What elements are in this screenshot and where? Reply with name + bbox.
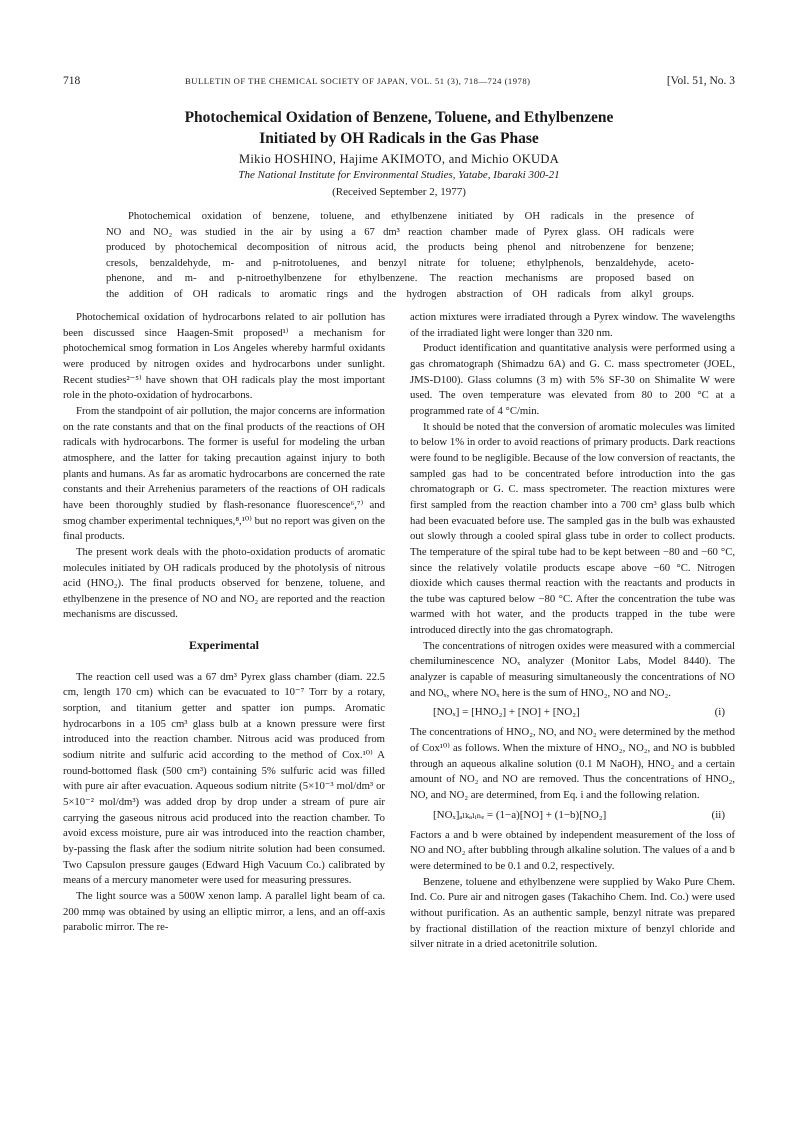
nox-measurement-paragraph: The concentrations of nitrogen oxides were measured with a commercial chemiluminescence NOₓ analyzer (Monitor Labs, Model 8440). The analyzer is capable of measuring simultaneously the concentrations of NO and NOₓ, where NOₓ here is the sum of HNO₂, NO and NO₂. xyxy=(410,639,735,699)
article-title xyxy=(63,107,735,149)
equation-i-number: (i) xyxy=(714,706,725,719)
author-list: Mikio HOSHINO, Hajime AKIMOTO, and Michio OKUDA xyxy=(238,152,560,166)
intro-paragraph-3: The present work deals with the photo-oxidation products of aromatic molecules initiated by OH radicals produced by the photolysis of nitrous acid (HNO₂). The final products observed for benzene, toluene, and ethylbenzene in the presence of NO and NO₂ are reported and the reaction mechanisms are discussed. xyxy=(63,545,385,621)
received-date: (Received September 2, 1977) xyxy=(332,186,466,198)
left-column xyxy=(63,310,385,936)
experimental-paragraph-2: The light source was a 500W xenon lamp. A parallel light beam of ca. 200 mmφ was obtained by using an elliptic mirror, a lens, and an off-axis parabolic mirror. The re- xyxy=(63,889,385,934)
equation-ii xyxy=(410,807,735,826)
experimental-paragraph-1: The reaction cell used was a 67 dm³ Pyrex glass chamber (diam. 22.5 cm, length 170 cm) which can be evacuated to 10⁻⁷ Torr by a rotary, sorption, and titanium getter and spatter ion pumps. Aromatic hydrocarbons in a 105 cm³ glass bulb at a known pressure were first introduced into the reaction chamber. Nitrous acid was produced from sodium nitrite and sulfuric acid according to the method of Cox.¹⁰⁾ A round-bottomed flask (500 cm³) containing 5% sulfuric acid was filled with pure air after evacuation. Aqueous sodium nitrite (5×10⁻³ mol/dm³ or 5×10⁻² mol/dm³) was added drop by drop under a stream of pure air carrying the gaseous nitrous acid produced into the reaction chamber. To avoid excess moisture, pure air was introduced into the reaction chamber, by-passing the flask after the sodium nitrite solution had been consumed. Two Capsulon pressure gauges (Edward High Vacuum Co.) calibrated by means of a mercury manometer were used for measuring pressures. xyxy=(63,670,385,887)
intro-paragraph-1: Photochemical oxidation of hydrocarbons related to air pollution has been discussed since Haagen-Smit proposed¹⁾ a mechanism for photochemical smog formation in Los Angeles whereby harmful oxidants were produced by nitrogen oxides and hydrocarbons under sunlight. Recent studies²⁻⁵⁾ have shown that OH radicals play the most important role in the photo-oxidation of hydrocarbons. xyxy=(63,311,385,402)
section-heading-experimental: Experimental xyxy=(189,638,259,653)
equation-ii-number: (ii) xyxy=(711,808,725,821)
abstract-line: NO and NO₂ was studied in the air by using a 67 dm³ reaction chamber made of Pyrex glass. OH radicals were xyxy=(106,226,694,238)
volume-label: [Vol. 51, No. 3 xyxy=(666,75,735,87)
product-identification-paragraph: Product identification and quantitative analysis were performed using a gas chromatograph (Shimadzu 6A) and G. C. mass spectrometer (JOEL, JMS-D100). Glass columns (3 m) with 5% SF-30 on Shimalite W were used. The oven temperature was elevated from 80 to 200 °C at a programmed rate of 4 °C/min. xyxy=(410,342,735,417)
abstract xyxy=(106,209,694,302)
abstract-line: produced by photochemical decomposition of nitrous acid, the products being phenol and nitrobenzene for benzene; xyxy=(106,242,694,253)
cox-method-paragraph: The concentrations of HNO₂, NO, and NO₂ were determined by the method of Cox¹⁰⁾ as follows. When the mixture of HNO₂, NO₂, and NO is bubbled through an aqueous alkaline solution (0.1 M NaOH), HNO₂ and a certain amount of NO₂ and NO are removed. Thus the concentrations of HNO₂, NO, and NO₂ are determined, from Eq. i and the following relation. xyxy=(410,726,735,802)
continued-paragraph: action mixtures were irradiated through a Pyrex window. The wavelengths of the irradiated light were longer than 320 nm. xyxy=(410,311,735,339)
running-header xyxy=(63,75,735,91)
affiliation: The National Institute for Environmental Studies, Yatabe, Ibaraki 300-21 xyxy=(238,169,560,181)
right-column xyxy=(410,310,735,953)
abstract-line: phenone, and m- and p-nitroethylbenzene for ethylbenzene. The reaction mechanisms are proposed based on xyxy=(106,273,694,284)
equation-i xyxy=(410,704,735,723)
journal-citation: BULLETIN OF THE CHEMICAL SOCIETY OF JAPAN, VOL. 51 (3), 718—724 (1978) xyxy=(185,76,531,86)
conversion-paragraph: It should be noted that the conversion of aromatic molecules was limited to below 1% in order to avoid reactions of primary products. Dark reactions were found to be negligible. Because of the low conversion of reactants, the sampled gas had to be concentrated before introduction into the gas chromatograph or G. C. mass spectrometer. The reaction mixtures were first sampled from the reaction chamber into a 700 cm³ glass bulb which had been evacuated before use. The sampled gas in the bulb was exhausted out slowly through a cooled spiral glass tube in order to collect products. The temperature of the spiral tube had to be kept between −80 and −60 °C, since the relatively volatile products escape above −60 °C. Nitrogen dioxide which causes thermal reaction with the reactants and products in the tube was captured below −80 °C. After the concentration the tube was warmed with hot water, and the products trapped in the tube were introduced directly into the gas chromatograph. xyxy=(410,420,735,637)
abstract-line: the addition of OH radicals to aromatic rings and the hydrogen abstraction of OH radicals from alkyl groups. xyxy=(106,288,694,300)
reagent-supply-paragraph: Benzene, toluene and ethylbenzene were supplied by Wako Pure Chem. Ind. Co. Pure air and nitrogen gases (Takachiho Chem. Ind. Co.) were used without purification. As an authentic sample, benzyl nitrate was prepared by fractional distillation of the reaction mixture of benzyl chloride and silver nitrate in a dried acetonitrile solution. xyxy=(410,875,735,951)
equation-ii-body: [NOₓ]ₐₗₖₐₗᵢₙₑ = (1−a)[NO] + (1−b)[NO₂] xyxy=(433,808,607,821)
intro-paragraph-2: From the standpoint of air pollution, the major concerns are information on the rate constants and that on the final products of the reactions of OH radicals with hydrocarbons. The former is useful for modeling the urban atmosphere, and the latter for taking precaution against injury to both plants and humans. As far as aromatic hydrocarbons are concerned the rate constants and their Arrehenius parameters of the reactions of OH radicals have been thoroughly studied by flash-resonance fluorescence⁶,⁷⁾ and smog chamber experimental techniques,⁸,¹⁰⁾ but no report was given on the final products. xyxy=(63,404,385,543)
page-number: 718 xyxy=(63,75,81,87)
title-line-2: Initiated by OH Radicals in the Gas Phase xyxy=(259,130,539,147)
equation-i-body: [NOₓ] = [HNO₂] + [NO] + [NO₂] xyxy=(433,706,580,719)
abstract-line: Photochemical oxidation of benzene, toluene, and ethylbenzene initiated by OH radicals in the presence of xyxy=(128,211,694,222)
factors-paragraph: Factors a and b were obtained by independent measurement of the loss of NO and NO₂ after bubbling through alkaline solution. The values of a and b were determined to be 0.1 and 0.2, respectively. xyxy=(410,828,735,872)
abstract-line: cresols, benzaldehyde, m- and p-nitrotoluenes, and benzyl nitrate for toluene; ethylphenols, benzaldehyde, aceto- xyxy=(106,257,694,269)
title-line-1: Photochemical Oxidation of Benzene, Toluene, and Ethylbenzene xyxy=(184,109,614,126)
